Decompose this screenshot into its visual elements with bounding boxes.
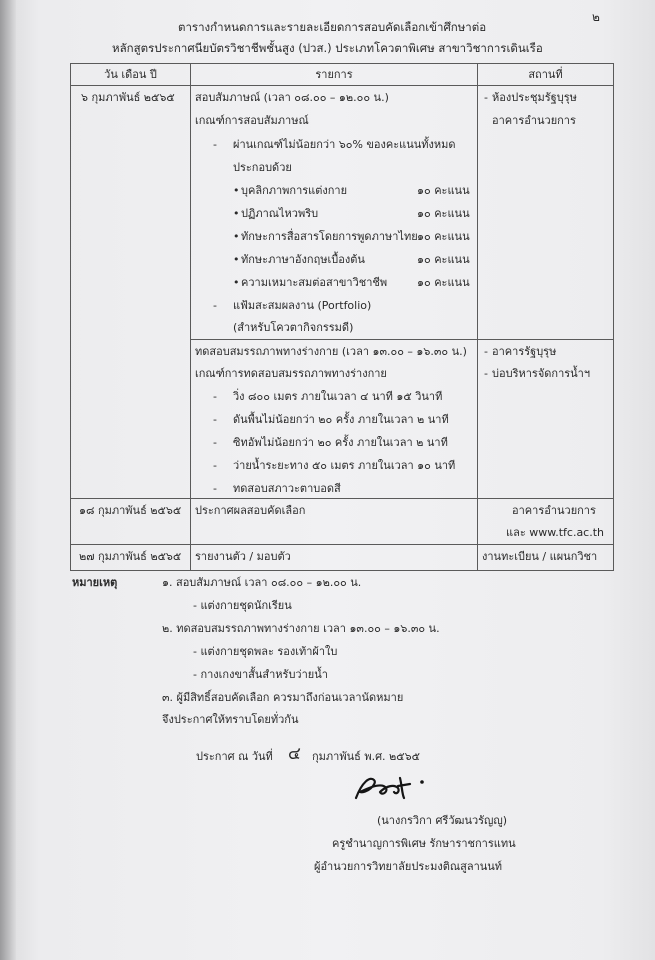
page-number: ๒ [592,10,600,24]
row4-place: งานทะเบียน / แผนกวิชา [482,550,598,563]
table-row [71,545,614,571]
score-label: ความเหมาะสมต่อสาขาวิชาชีพ [241,276,388,289]
table-header-row [71,64,614,86]
table-row [71,86,614,340]
score-points: ๑๐ คะแนน [417,253,470,266]
row3-date: ๑๘ กุมภาพันธ์ ๒๕๖๕ [79,504,182,517]
score-points: ๑๐ คะแนน [417,230,470,243]
score-points: ๑๐ คะแนน [417,276,470,289]
row3-item: ประกาศผลสอบคัดเลือก [195,504,306,517]
note-3: ๓. ผู้มีสิทธิ์สอบคัดเลือก ควรมาถึงก่อนเวลานัดหมาย [162,691,404,704]
title-line-2: หลักสูตรประกาศนียบัตรวิชาชีพชั้นสูง (ปวส.) ประเภทโควตาพิเศษ สาขาวิชาการเดินเรือ [112,41,543,55]
row1-place-line-1: ห้องประชุมรัฐบุรุษ [492,91,577,104]
signer-position-1: ครูชำนาญการพิเศษ รักษาราชการแทน [332,837,516,850]
announce-prefix: ประกาศ ณ วันที่ [196,750,273,763]
note-1-sub: - แต่งกายชุดนักเรียน [193,599,292,612]
dash-marker: - [213,413,217,426]
score-points: ๑๐ คะแนน [417,184,470,197]
portfolio-line-2: (สำหรับโควตากิจกรรมดี) [233,321,354,334]
interview-title: สอบสัมภาษณ์ (เวลา ๐๘.๐๐ – ๑๒.๐๐ น.) [195,91,389,104]
score-label: ทักษะภาษาอังกฤษเบื้องต้น [241,253,365,266]
criteria-line-2: ประกอบด้วย [233,161,292,174]
fitness-criteria-title: เกณฑ์การทดสอบสมรรถภาพทางร่างกาย [195,367,387,380]
announce-day: ๔ [288,744,301,764]
dash-marker: - [213,390,217,403]
fitness-item: ดันพื้นไม่น้อยกว่า ๒๐ ครั้ง ภายในเวลา ๒ นาที [233,413,449,426]
bullet-marker: • [233,184,240,197]
dash-marker: - [213,482,217,495]
fitness-title: ทดสอบสมรรถภาพทางร่างกาย (เวลา ๑๓.๐๐ – ๑๖.๓๐ น.) [195,345,467,358]
row4-date: ๒๗ กุมภาพันธ์ ๒๕๖๕ [79,550,182,563]
row1-date: ๖ กุมภาพันธ์ ๒๕๖๕ [81,91,175,104]
row2-place-2: บ่อบริหารจัดการน้ำฯ [492,367,591,380]
dash-marker: - [484,91,488,104]
paper-edge-shadow [0,0,16,960]
note-2-sub-2: - กางเกงขาสั้นสำหรับว่ายน้ำ [193,668,328,681]
row1-place-line-2: อาคารอำนวยการ [492,114,576,127]
dash-marker: - [484,345,488,358]
fitness-item: ซิทอัพไม่น้อยกว่า ๒๐ ครั้ง ภายในเวลา ๒ นาที [233,436,448,449]
notes-label: หมายเหตุ [72,576,118,589]
row2-place-1: อาคารรัฐบุรุษ [492,345,557,358]
row3-place-line-1: อาคารอำนวยการ [512,504,596,517]
score-label: ปฏิภาณไหวพริบ [241,207,319,220]
bullet-marker: • [233,253,240,266]
bullet-marker: • [233,230,240,243]
dash-marker: - [484,367,488,380]
fitness-item: ว่ายน้ำระยะทาง ๕๐ เมตร ภายในเวลา ๑๐ นาที [233,459,456,472]
dash-marker: - [213,436,217,449]
handwritten-signature [352,768,430,804]
row3-place-line-2: และ www.tfc.ac.th [506,526,605,539]
header-date: วัน เดือน ปี [104,68,157,81]
title-line-1: ตารางกำหนดการและรายละเอียดการสอบคัดเลือกเข้าศึกษาต่อ [178,20,487,34]
fitness-item: ทดสอบสภาวะตาบอดสี [233,482,341,495]
score-points: ๑๐ คะแนน [417,207,470,220]
score-label: ทักษะการสื่อสารโดยการพูดภาษาไทย [241,230,418,243]
header-place: สถานที่ [528,68,563,81]
note-2-sub-1: - แต่งกายชุดพละ รองเท้าผ้าใบ [193,645,338,658]
fitness-item: วิ่ง ๘๐๐ เมตร ภายในเวลา ๔ นาที ๑๕ วินาที [233,390,443,403]
portfolio-line-1: แฟ้มสะสมผลงาน (Portfolio) [233,299,372,312]
row4-item: รายงานตัว / มอบตัว [195,550,291,563]
dash-marker: - [213,459,217,472]
note-2: ๒. ทดสอบสมรรถภาพทางร่างกาย เวลา ๑๓.๐๐ – ๑๖.๓๐ น. [162,622,440,635]
dash-marker: - [213,299,217,312]
score-label: บุคลิกภาพการแต่งกาย [241,184,348,197]
signer-name: (นางกรวิกา ศรีวัฒนวรัญญู) [377,814,508,827]
announce-month-year: กุมภาพันธ์ พ.ศ. ๒๕๖๕ [312,750,420,763]
bullet-marker: • [233,276,240,289]
closing-statement: จึงประกาศให้ทราบโดยทั่วกัน [162,713,299,726]
bullet-marker: • [233,207,240,220]
table-row [71,499,614,545]
interview-criteria-title: เกณฑ์การสอบสัมภาษณ์ [195,114,309,127]
note-1: ๑. สอบสัมภาษณ์ เวลา ๐๘.๐๐ – ๑๒.๐๐ น. [162,576,362,589]
schedule-table [70,63,614,571]
dash-marker: - [213,138,217,151]
criteria-line-1: ผ่านเกณฑ์ไม่น้อยกว่า ๖๐% ของคะแนนทั้งหมด [233,138,456,151]
signer-position-2: ผู้อำนวยการวิทยาลัยประมงติณสูลานนท์ [314,860,503,873]
header-item: รายการ [315,68,353,81]
